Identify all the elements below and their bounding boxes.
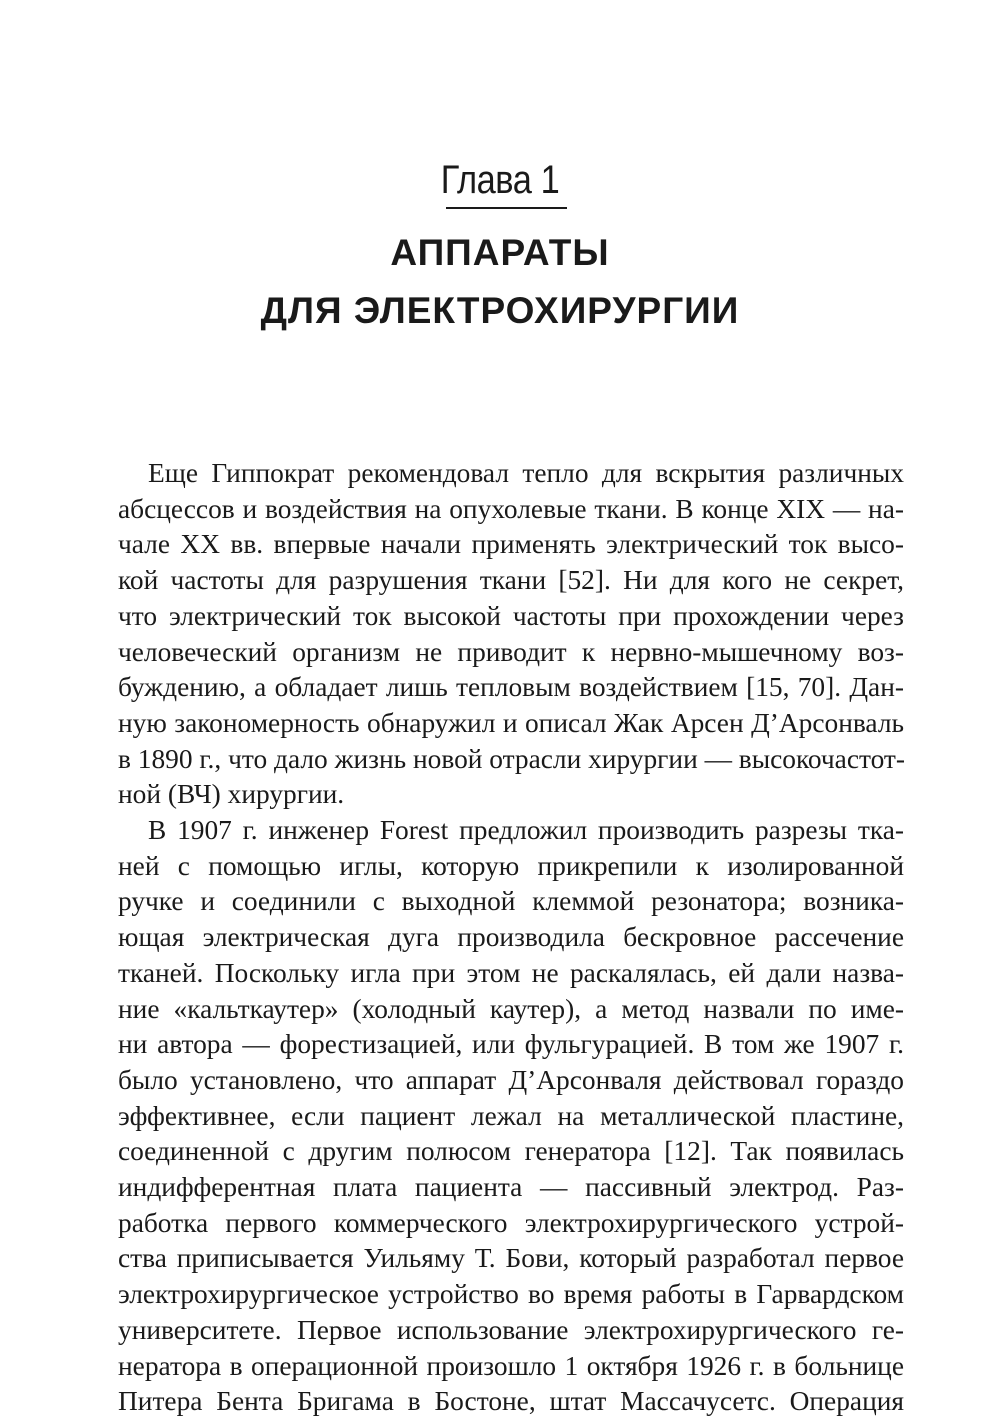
paragraph-2 [118, 813, 904, 1420]
text-line: абсцессов и воздействия на опухолевые ткани. В конце XIX — на- [118, 493, 904, 524]
text-line: электрохирургическое устройство во время работы в Гарвардском [118, 1279, 904, 1310]
text-line: кой частоты для разрушения ткани [52]. Ни для кого не секрет, [118, 565, 904, 596]
chapter-label: Глава 1 [440, 158, 560, 202]
text-line: ней с помощью иглы, которую прикрепили к изолированной [118, 850, 904, 881]
text-line: ную закономерность обнаружил и описал Жак Арсен Д’Арсонваль [118, 707, 904, 738]
text-line: ства приписывается Уильяму Т. Бови, который разработал первое [118, 1243, 904, 1274]
text-line: тканей. Поскольку игла при этом не раскалялась, ей дали назва- [118, 957, 904, 988]
text-line: что электрический ток высокой частоты при прохождении через [118, 600, 904, 631]
text-line: чале XX вв. впервые начали применять электрический ток высо- [118, 529, 904, 560]
text-line: ние «кальткаутер» (холодный каутер), а метод назвали по име- [118, 993, 904, 1024]
body-text [118, 456, 904, 1420]
text-line: ной (ВЧ) хирургии. [118, 779, 345, 810]
text-line: эффективнее, если пациент лежал на металлической пластине, [118, 1100, 904, 1131]
text-line: было установлено, что аппарат Д’Арсонваля действовал гораздо [118, 1064, 904, 1095]
text-line: работка первого коммерческого электрохирургического устрой- [118, 1207, 904, 1238]
text-line: ручке и соединили с выходной клеммой резонатора; возника- [118, 886, 904, 917]
text-line: нератора в операционной произошло 1 октября 1926 г. в больнице [118, 1350, 904, 1381]
paragraph-1 [118, 456, 904, 813]
text-line: в 1890 г., что дало жизнь новой отрасли хирургии — высокочастот- [118, 743, 906, 774]
chapter-rule [446, 207, 567, 209]
text-line: Еще Гиппократ рекомендовал тепло для вскрытия различных [148, 458, 904, 488]
chapter-title-line-1: АППАРАТЫ [390, 232, 610, 273]
text-line: ющая электрическая дуга производила бескровное рассечение [118, 922, 904, 953]
text-line: индифферентная плата пациента — пассивный электрод. Раз- [118, 1172, 904, 1203]
text-line: Питера Бента Бригама в Бостоне, штат Массачусетс. Операция [118, 1386, 904, 1417]
chapter-title-line-2: ДЛЯ ЭЛЕКТРОХИРУРГИИ [260, 290, 740, 331]
text-line: буждению, а обладает лишь тепловым воздействием [15, 70]. Дан- [118, 672, 904, 703]
text-line: человеческий организм не приводит к нервно-мышечному воз- [118, 636, 904, 667]
chapter-title [0, 224, 1000, 340]
text-line: соединенной с другим полюсом генератора [12]. Так появилась [118, 1136, 904, 1167]
text-line: ни автора — форестизацией, или фульгурацией. В том же 1907 г. [118, 1029, 904, 1060]
text-line: В 1907 г. инженер Forest предложил производить разрезы тка- [148, 815, 904, 846]
text-line: университете. Первое использование электрохирургического ге- [118, 1314, 904, 1345]
